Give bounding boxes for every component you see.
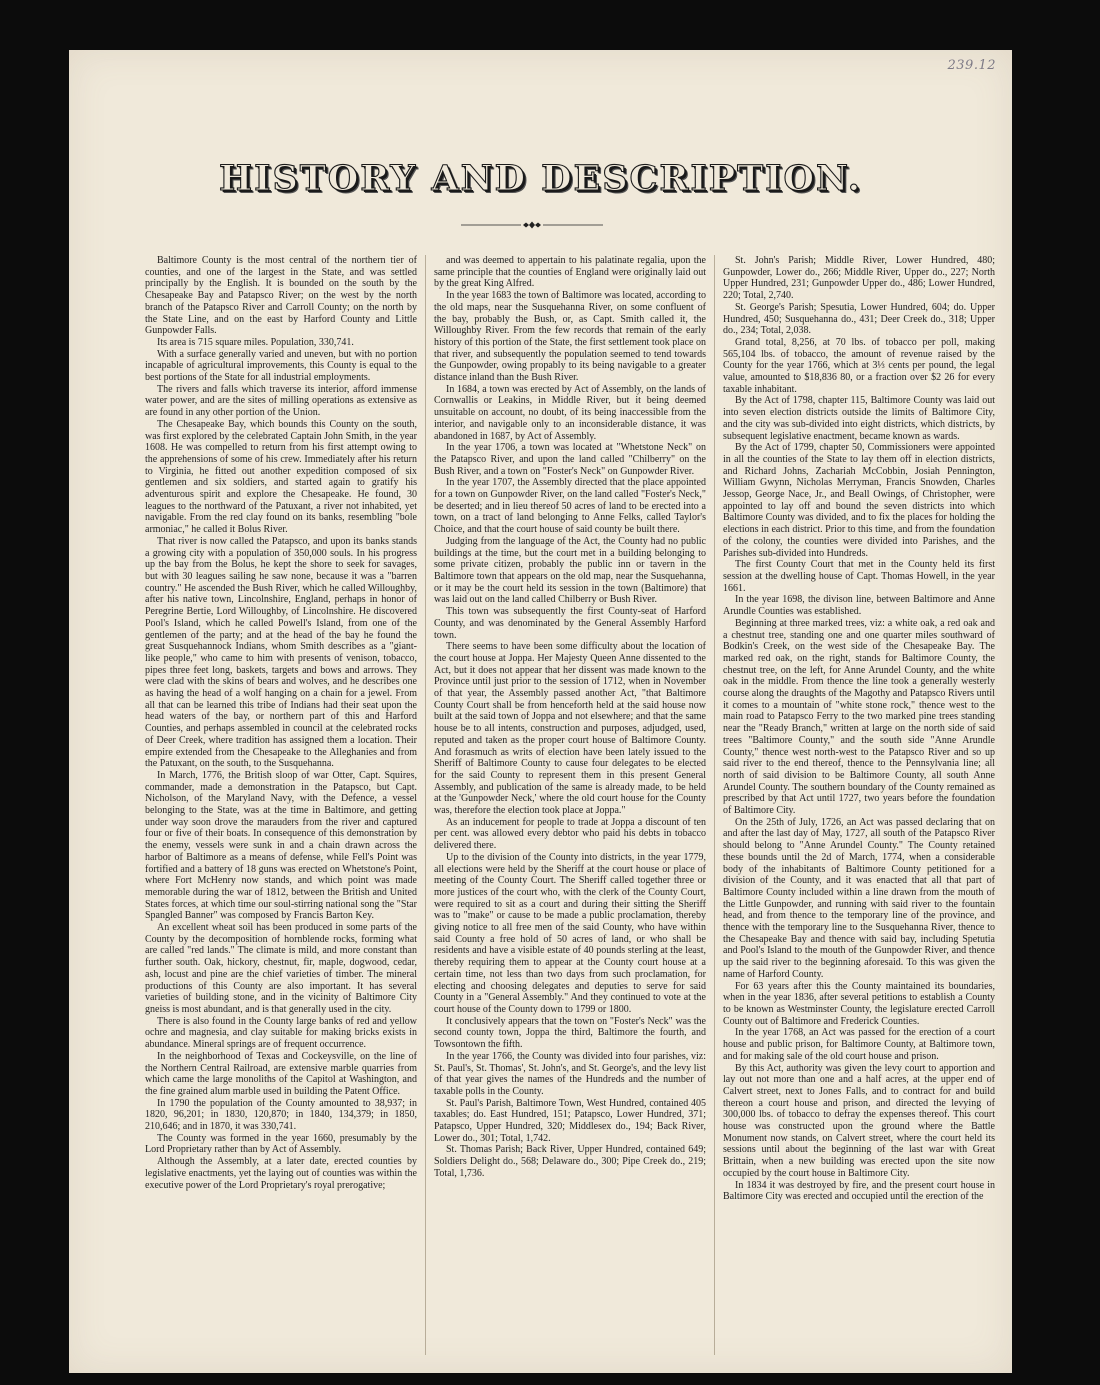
paragraph: The first County Court that met in the County held its first session at the dwelling house of Capt. Thomas Howell, in the year 1661. — [723, 559, 995, 594]
paragraph: St. Thomas Parish; Back River, Upper Hundred, contained 649; Soldiers Delight do., 568; Delaware do., 300; Pipe Creek do., 219; Total, 1,736. — [434, 1144, 706, 1179]
paragraph: In 1684, a town was erected by Act of Assembly, on the lands of Cornwallis or Leakins, in Middle River, but it being deemed unsuitable on account, no doubt, of its being inaccessible from the interior, and navigable only to an inconsiderable distance, it was abandoned in 1687, by Act of Assembly. — [434, 383, 706, 442]
paragraph: In the year 1768, an Act was passed for the erection of a court house and public prison, for Baltimore County, at Baltimore town, and for making sale of the old court house and prison. — [723, 1027, 995, 1062]
paragraph: The Chesapeake Bay, which bounds this County on the south, was first explored by the celebrated Captain John Smith, in the year 1608. He was compelled to return from his first attempt owing to the apprehensions of some of his crew. Immediately after his return to Virginia, he fitted out another expedition composed of six gentlemen and six soldiers, and started again to gratify his adventurous spirit and explore the Chesapeake. He found, 30 leagues to the northward of the Patuxant, a river not inhabited, yet navigable. From the red clay found on its banks, resembling "bole armoniac," he called it Bolus River. — [145, 418, 417, 536]
catalog-note: 239.12 — [947, 58, 996, 73]
paragraph: By this Act, authority was given the levy court to apportion and lay out not more than one and a half acres, at the upper end of Calvert street, next to Jones Falls, and to contract for and build thereon a court house and prison, and directed the levying of 300,000 lbs. of tobacco to defray the expenses thereof. This court house was constructed upon the ground where the Battle Monument now stands, on Calvert street, where the court held its sessions until about the beginning of the last war with Great Brittain, when a new building was erected upon the site now occupied by the court house in Baltimore City. — [723, 1062, 995, 1179]
page-title: HISTORY AND DESCRIPTION. — [219, 158, 862, 199]
paragraph: St. Paul's Parish, Baltimore Town, West Hundred, contained 405 taxables; do. East Hundred, 151; Patapsco, Lower Hundred, 371; Patapsco, Upper Hundred, 320; Middlesex do., 194; Back River, Lower do., 301; Total, 1,742. — [434, 1097, 706, 1144]
paragraph: Beginning at three marked trees, viz: a white oak, a red oak and a chestnut tree, standing one and one quarter miles southward of Bodkin's Creek, on the west side of the Chesapeake Bay. The marked red oak, on the right, stands for Baltimore County, the chestnut tree, on the left, for Anne Arundel County, and the white oak in the middle. From thence the line took a generally westerly course along the draughts of the Magothy and Patapsco Rivers until it comes to a mountain of "white stone rock," thence west to the main road to Patapsco Ferry to the two marked pine trees standing near the "Ready Branch," written at large on the north side of said trees "Baltimore County," and the south side "Anne Arundle County," thence west north-west to the Patapsco River and so up said river to the end thereof, thence to the Pennsylvania line; all north of said division to be Baltimore County, all south Anne Arundel County. The southern boundary of the County remained as prescribed by that Act until 1727, two years before the foundation of Baltimore City. — [723, 617, 995, 817]
paragraph: That river is now called the Patapsco, and upon its banks stands a growing city with a population of 350,000 souls. In his progress up the bay from the Bolus, he kept the shore to seek for savages, but with 30 leagues sailing he saw none, because it was a "barren country." He ascended the Bush River, which he called Willoughby, after his native town, Lincolnshire, England, perhaps in honor of Peregrine Bertie, Lord Willoughby, of Lincolnshire. He discovered Pool's Island, which he called Powell's Island, from one of the gentlemen of the party; and at the head of the bay he found the great Susquehannock Indians, whom Smith describes as a "giant-like people," who came to him with presents of venison, tobacco, pipes three feet long, baskets, targets and bows and arrows. They were clad with the skins of bears and wolves, and he describes one as having the head of a wolf hanging on a chain for a jewel. From all that can be learned this tribe of Indians had their seat upon the head waters of the bay, or northern part of this and Harford Counties, and perhaps assembled in council at the celebrated rocks of Deer Creek, where tradition has assigned them a location. Their empire extended from the Chesapeake to the Alleghanies and from the Patuxant, on the south, to the Susquehanna. — [145, 535, 417, 770]
paragraph: In the year 1698, the divison line, between Baltimore and Anne Arundle Counties was established. — [723, 594, 995, 618]
paragraph: With a surface generally varied and uneven, but with no portion incapable of agricultural improvements, this County is equal to the best portions of the State for all industrial employments. — [145, 348, 417, 384]
paragraph: Although the Assembly, at a later date, erected counties by legislative enactments, yet the laying out of counties was within the executive power of the Lord Proprietary's royal prerogative; — [145, 1156, 417, 1191]
paragraph: In 1834 it was destroyed by fire, and the present court house in Baltimore City was erected and occupied until the erection of the — [723, 1179, 995, 1203]
paragraph: Baltimore County is the most central of the northern tier of counties, and one of the largest in the State, and was settled principally by the English. It is bounded on the south by the Chesapeake Bay and Patapsco River; on the west by the north branch of the Patapsco River and Carroll County; on the north by the State Line, and on the east by Harford County and Little Gunpowder Falls. — [145, 255, 417, 337]
paragraph: Up to the division of the County into districts, in the year 1779, all elections were held by the Sheriff at the court house or place of meeting of the County Court. The Sheriff called together three or more justices of the court who, with the clerk of the County Court, were required to sit as a court and during their sitting the Sheriff was to "make" or cause to be made a public proclamation, thereby giving notice to all free men of the said County, who have within said County a free hold of 50 acres of land, or who shall be residents and have a visible estate of 40 pounds sterling at the least, thereby requiring them to appear at the County court house at a certain time, not less than two days from such proclamation, for electing and choosing delegates and deputies to serve for said County in a "General Assembly." And they continued to vote at the court house of the County down to 1799 or 1800. — [434, 851, 706, 1015]
paragraph: On the 25th of July, 1726, an Act was passed declaring that on and after the last day of May, 1727, all south of the Patapsco River should belong to "Anne Arundel County." The County retained these bounds until the 2d of March, 1774, when a considerable body of the inhabitants of Baltimore County petitioned for a division of the County, and it was enacted that all that part of Baltimore County included within a line drawn from the mouth of the Little Gunpowder, and running with said river to the fountain head, and from thence to the temporary line of the province, and thence with the temporary line to the Susquehanna River, thence to the Chesapeake Bay and thence with said bay, including Spetutia and Pool's Island to the mouth of the Gunpowder River, and thence up the said river to the beginning aforesaid. To this was given the name of Harford County. — [723, 816, 995, 980]
ornament-divider — [461, 220, 603, 230]
paragraph: For 63 years after this the County maintained its boundaries, when in the year 1836, after several petitions to establish a County to be known as Westminster County, the legislature erected Carroll County out of Baltimore and Frederick Counties. — [723, 980, 995, 1027]
text-column-3 — [714, 255, 995, 1355]
paragraph: In the year 1683 the town of Baltimore was located, according to the old maps, near the Susquehanna River, on some confluent of the bay, probably the Bush, or, as Capt. Smith called it, the Willoughby River. From the few records that remain of the early history of this portion of the State, the first settlement took place on that river, and subsequently the population seemed to tend towards the Gunpowder, owing propably to its being navigable to a greater distance inland than the Bush River. — [434, 290, 706, 384]
paragraph: This town was subsequently the first County-seat of Harford County, and was denominated by the General Assembly Harford town. — [434, 606, 706, 641]
text-column-2 — [425, 255, 706, 1355]
paragraph: The rivers and falls which traverse its interior, afford immense water power, and are the sites of milling operations as extensive as are found in any other portion of the Union. — [145, 383, 417, 419]
paragraph: As an inducement for people to trade at Joppa a discount of ten per cent. was allowed every debtor who paid his debts in tobacco delivered there. — [434, 816, 706, 852]
text-column-1 — [145, 255, 417, 1355]
paragraph: The County was formed in the year 1660, presumably by the Lord Proprietary rather than by Act of Assembly. — [145, 1132, 417, 1156]
paragraph: There is also found in the County large banks of red and yellow ochre and magnesia, and clay suitable for making bricks exists in abundance. Mineral springs are of frequent occurrence. — [145, 1015, 417, 1051]
paragraph: In the year 1707, the Assembly directed that the place appointed for a town on Gunpowder River, on the land called "Foster's Neck," be deserted; and in lieu thereof 50 acres of land to be erected into a town, on a tract of land belonging to Anne Felks, called Taylor's Choice, and that the court house of said county be built there. — [434, 477, 706, 536]
paragraph: In the year 1766, the County was divided into four parishes, viz: St. Paul's, St. Thomas', St. John's, and St. George's, and the levy list of that year gives the names of the Hundreds and the number of taxable polls in the County. — [434, 1050, 706, 1097]
paragraph: Its area is 715 square miles. Population, 330,741. — [157, 336, 354, 348]
paragraph: By the Act of 1799, chapter 50, Commissioners were appointed in all the counties of the State to lay them off in election districts, and Richard Johns, Zachariah McCobbin, Josiah Pennington, William Gwynn, Nicholas Merryman, Francis Snowden, Charles Jessop, George Nace, Jr., and Beall Owings, of Christopher, were appointed to lay off and bound the seven districts into which Baltimore County was divided, and to fix the places for holding the elections in each district. Prior to this time, and from the foundation of the colony, the counties were divided into Parishes, and the Parishes sub-divided into Hundreds. — [723, 442, 995, 559]
paragraph: It conclusively appears that the town on "Foster's Neck" was the second county town, Joppa the third, Baltimore the fourth, and Towsontown the fifth. — [434, 1015, 706, 1051]
paragraph: St. George's Parish; Spesutia, Lower Hundred, 604; do. Upper Hundred, 450; Susquehanna do., 431; Deer Creek do., 318; Upper do., 234; Total, 2,038. — [723, 301, 995, 337]
paragraph: Grand total, 8,256, at 70 lbs. of tobacco per poll, making 565,104 lbs. of tobacco, the amount of revenue raised by the County for the year 1766, which at 3⅓ cents per pound, the legal value, amounted to $18,836 80, or a fraction over $2 26 for every taxable inhabitant. — [723, 336, 995, 395]
paragraph: There seems to have been some difficulty about the location of the court house at Joppa. Her Majesty Queen Anne dissented to the Act, but it does not appear that her dissent was made known to the Province until just prior to the session of 1712, when in November of that year, the Assembly passed another Act, "that Baltimore County Court shall be from henceforth held at the said house now built at the said town of Joppa and not elsewhere; and that the same house be to all intents, construction and purposes, adjudged, used, reputed and taken as the proper court house of Baltimore County. And forasmuch as writs of election have been lately issued to the Sheriff of Baltimore County to cause four delegates to be elected for the said County to represent them in this present General Assembly, and publication of the same is already made, to be held at the 'Gunpowder Neck,' where the old court house for the County was, therefore the election took place at Joppa." — [434, 641, 706, 817]
paragraph: and was deemed to appertain to his palatinate regalia, upon the same principle that the counties of England were originally laid out by the great King Alfred. — [434, 255, 706, 290]
paragraph: St. John's Parish; Middle River, Lower Hundred, 480; Gunpowder, Lower do., 266; Middle River, Upper do., 227; North Upper Hundred, 231; Gunpowder Upper do., 486; Lower Hundred, 220; Total, 2,740. — [723, 255, 995, 302]
paragraph: Judging from the language of the Act, the County had no public buildings at the time, but the court met in a building belonging to some private citizen, probably the public inn or tavern in the Baltimore town that appears on the old map, near the Susquehanna, or it may be the court held its session in the town (Baltimore) that was laid out on the land called Chilberry or Bush River. — [434, 535, 706, 606]
paragraph: In the year 1706, a town was located at "Whetstone Neck" on the Patapsco River, and upon the land called "Chilberry" on the Bush River, and a town on "Foster's Neck" on Gunpowder River. — [434, 442, 706, 477]
paragraph: In March, 1776, the British sloop of war Otter, Capt. Squires, commander, made a demonstration in the Patapsco, but Capt. Nicholson, of the Maryland Navy, with the Defence, a vessel belonging to the State, was at the time in Baltimore, and getting under way soon drove the marauders from the river and captured four or five of their boats. In consequence of this demonstration by the enemy, vessels were sunk in and a chain drawn across the harbor of Baltimore as a means of defense, while Fell's Point was fortified and a battery of 18 guns was erected on Whetstone's Point, where Fort McHenry now stands, and which point was made memorable during the war of 1812, between the British and United States forces, at which time our soul-stirring national song the "Star Spangled Banner" was composed by Francis Barton Key. — [145, 769, 417, 922]
paragraph: An excellent wheat soil has been produced in some parts of the County by the decomposition of hornblende rocks, forming what are called "red lands." The climate is mild, and more constant than further south. Oak, hickory, chestnut, fir, maple, dogwood, cedar, ash, locust and pine are the chief varieties of timber. The mineral productions of this County are also important. It has several varieties of building stone, and in the vicinity of Baltimore City gneiss is most abundant, and is that generally used in the city. — [145, 922, 417, 1015]
paragraph: By the Act of 1798, chapter 115, Baltimore County was laid out into seven election districts outside the limits of Baltimore City, and the city was sub-divided into eight districts, which districts, by subsequent legislative enactment, became known as wards. — [723, 395, 995, 442]
paragraph: In 1790 the population of the County amounted to 38,937; in 1820, 96,201; in 1830, 120,870; in 1840, 134,379; in 1850, 210,646; and in 1870, it was 330,741. — [145, 1097, 417, 1133]
document-page — [69, 50, 1012, 1373]
text-columns — [145, 255, 995, 1355]
paragraph: In the neighborhood of Texas and Cockeysville, on the line of the Northern Central Railroad, are extensive marble quarries from which came the large monoliths of the Capitol at Washington, and the fine grained alum marble used in building the Patent Office. — [145, 1050, 417, 1097]
